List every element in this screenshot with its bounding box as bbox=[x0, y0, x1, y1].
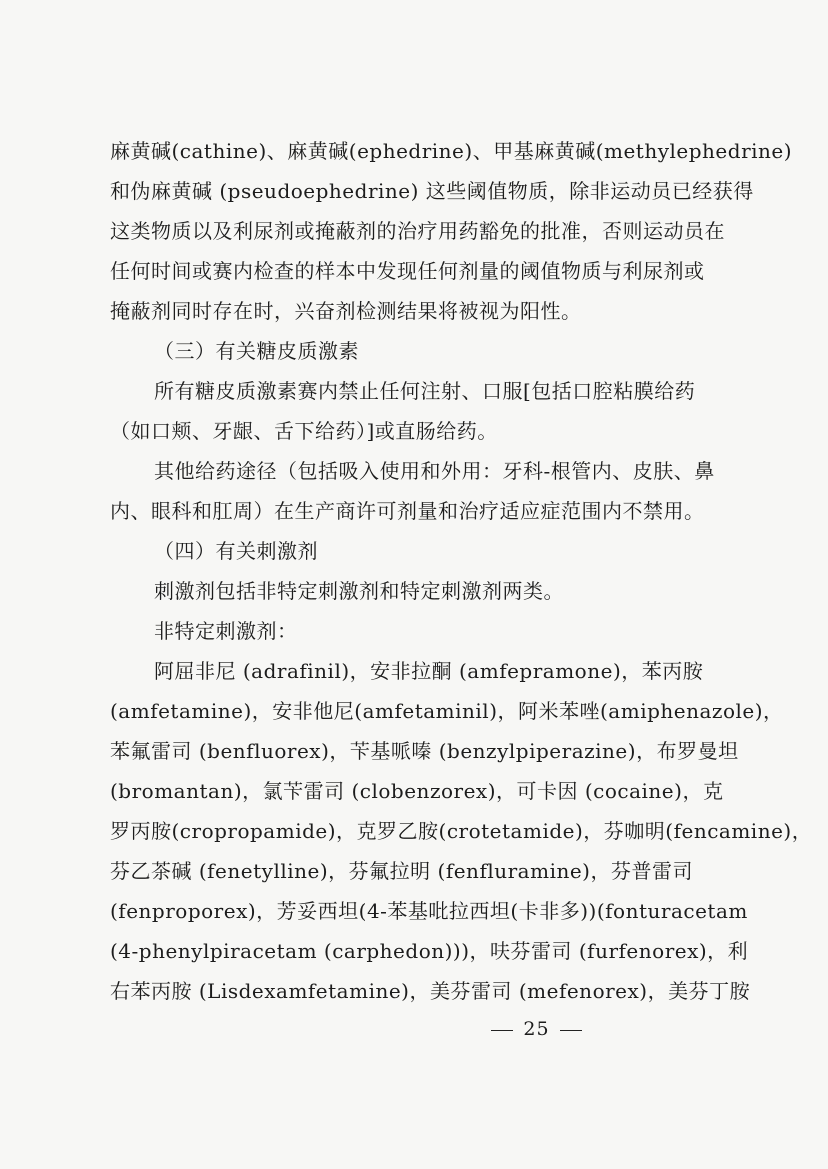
text-line: 罗丙胺(cropropamide)，克罗乙胺(crotetamide)，芬咖明(fencamine)， bbox=[110, 819, 813, 843]
text-line: 右苯丙胺 (Lisdexamfetamine)，美芬雷司 (mefenorex)，美芬丁胺 bbox=[110, 979, 751, 1003]
text-line: (fenproporex)，芳妥西坦(4-苯基吡拉西坦(卡非多))(fonturacetam bbox=[110, 899, 748, 923]
text-line: 所有糖皮质激素赛内禁止任何注射、口服[包括口腔粘膜给药 bbox=[154, 379, 696, 403]
text-line: 这类物质以及利尿剂或掩蔽剂的治疗用药豁免的批准，否则运动员在 bbox=[110, 219, 725, 243]
page-number-value: 25 bbox=[523, 1018, 550, 1040]
text-line: 苯氟雷司 (benfluorex)，苄基哌嗪 (benzylpiperazine)，布罗曼坦 bbox=[110, 739, 739, 763]
dash-right bbox=[560, 1030, 582, 1031]
text-line: (amfetamine)，安非他尼(amfetaminil)，阿米苯唑(amiphenazole)， bbox=[110, 699, 784, 723]
text-line: (4-phenylpiracetam (carphedon)))，呋芬雷司 (furfenorex)，利 bbox=[110, 939, 749, 963]
text-line: 芬乙茶碱 (fenetylline)，芬氟拉明 (fenfluramine)，芬普雷司 bbox=[110, 859, 693, 883]
text-line: 非特定刺激剂： bbox=[154, 619, 298, 643]
text-line: (bromantan)，氯苄雷司 (clobenzorex)，可卡因 (cocaine)，克 bbox=[110, 779, 724, 803]
text-line: 内、眼科和肛周）在生产商许可剂量和治疗适应症范围内不禁用。 bbox=[110, 499, 705, 523]
text-line: 掩蔽剂同时存在时，兴奋剂检测结果将被视为阳性。 bbox=[110, 299, 582, 323]
text-line: （如口颊、牙龈、舌下给药）]或直肠给药。 bbox=[110, 419, 498, 443]
text-line: 任何时间或赛内检查的样本中发现任何剂量的阈值物质与利尿剂或 bbox=[110, 259, 705, 283]
section-heading: （三）有关糖皮质激素 bbox=[154, 339, 359, 363]
page-number bbox=[0, 1018, 828, 1040]
section-heading: （四）有关刺激剂 bbox=[154, 539, 318, 563]
dash-left bbox=[491, 1030, 513, 1031]
text-line: 刺激剂包括非特定刺激剂和特定刺激剂两类。 bbox=[154, 579, 564, 603]
text-line: 阿屈非尼 (adrafinil)，安非拉酮 (amfepramone)，苯丙胺 bbox=[154, 659, 704, 683]
body-text bbox=[110, 134, 813, 1014]
text-line: 和伪麻黄碱 (pseudoephedrine) 这些阈值物质，除非运动员已经获得 bbox=[110, 179, 754, 203]
text-line: 其他给药途径（包括吸入使用和外用：牙科-根管内、皮肤、鼻 bbox=[154, 459, 715, 483]
text-line: 麻黄碱(cathine)、麻黄碱(ephedrine)、甲基麻黄碱(methylephedrine) bbox=[110, 139, 793, 163]
